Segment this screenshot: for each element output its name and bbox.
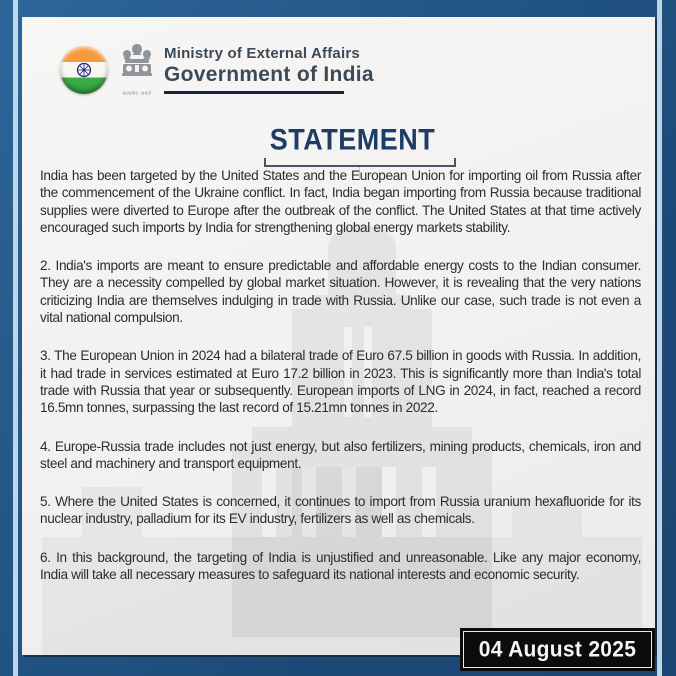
- statement-card: [22, 17, 655, 655]
- ashoka-chakra-icon: [76, 62, 92, 78]
- paragraph-3: 3. The European Union in 2024 had a bilateral trade of Euro 67.5 billion in goods with Russia. In addition, it had trade in services estimated at Euro 17.2 billion in 2023. This is significantly more than India's total trade with Russia that year or subsequently. European imports of LNG in 2024, in fact, reached a record 16.5mn tonnes, surpassing the last record of 15.21mn tonnes in 2022.: [40, 348, 641, 416]
- paragraph-1: India has been targeted by the United States and the European Union for importing oil from Russia after the commencement of the Ukraine conflict. In fact, India began importing from Russia because traditional supplies were diverted to Europe after the outbreak of the conflict. The United States at that time actively encouraged such imports by India for strengthening global energy markets stability.: [40, 168, 641, 235]
- statement-body: [40, 167, 641, 604]
- statement-date: 04 August 2025: [478, 636, 637, 662]
- government-name: Government of India: [164, 63, 374, 86]
- india-flag-icon: [60, 46, 108, 94]
- paragraph-2: 2. India's imports are meant to ensure predictable and affordable energy costs to the Indian consumer. They are a necessity compelled by global market situation. However, it is revealing that the very nations criticizing India are themselves indulging in trade with Russia. Unlike our case, such trade is not even a vital national compulsion.: [40, 258, 641, 326]
- header: [60, 42, 374, 97]
- header-text: [164, 45, 374, 94]
- header-underline: [164, 91, 344, 94]
- title-bracket: [264, 158, 456, 167]
- paragraph-4: 4. Europe-Russia trade includes not just energy, but also fertilizers, mining products, chemicals, iron and steel and machinery and transport equipment.: [40, 438, 641, 471]
- emblem-motto: सत्यमेव जयते: [122, 91, 152, 97]
- paragraph-6: 6. In this background, the targeting of India is unjustified and unreasonable. Like any major economy, India will take all necessary measures to safeguard its national interests and economic security.: [40, 549, 641, 583]
- date-badge: [463, 631, 652, 668]
- right-accent-stripe: [657, 0, 662, 676]
- paragraph-5: 5. Where the United States is concerned, it continues to import from Russia uranium hexafluoride for its nuclear industry, palladium for its EV industry, fertilizers as well as chemicals.: [40, 494, 641, 527]
- page-title: STATEMENT: [269, 123, 436, 157]
- ministry-name: Ministry of External Affairs: [164, 45, 360, 62]
- national-emblem-icon: [120, 42, 154, 97]
- left-accent-stripe: [13, 0, 18, 676]
